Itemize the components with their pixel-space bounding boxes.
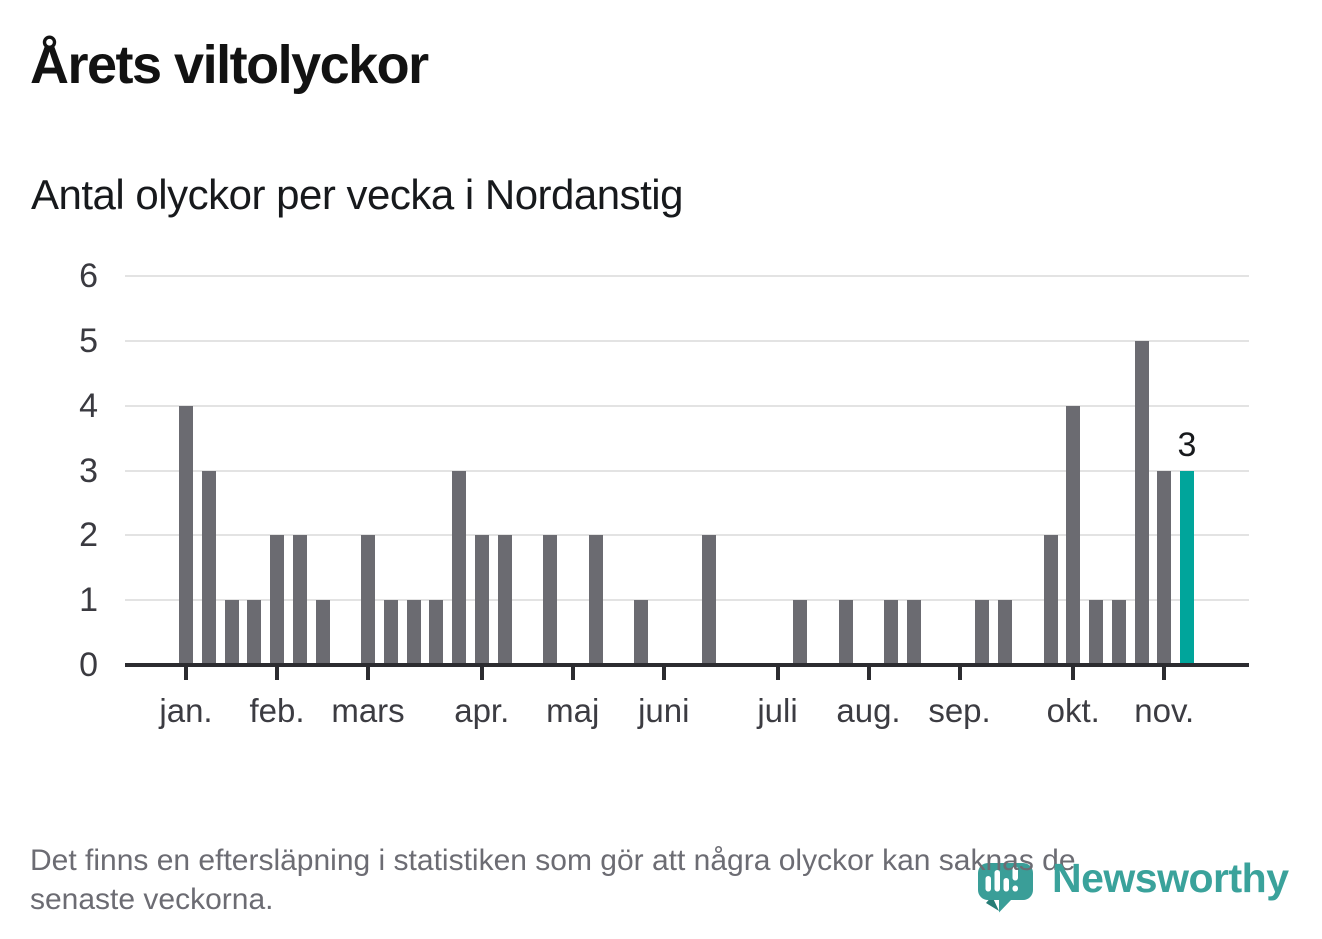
bar-week-12: [429, 600, 443, 663]
bar-week-42: [1112, 600, 1126, 663]
x-axis-tick-juni: [662, 667, 666, 680]
bar-week-39: [1044, 535, 1058, 663]
bar-week-3: [225, 600, 239, 663]
x-axis-tick-aug: [867, 667, 871, 680]
x-axis-label-month: sep.: [928, 692, 991, 729]
x-axis-label-month: juni: [638, 692, 690, 729]
bar-week-6: [293, 535, 307, 663]
gridline-y-6: [125, 275, 1249, 277]
x-axis-label-month: maj: [546, 692, 600, 729]
bar-week-1: [179, 406, 193, 663]
x-axis-tick-nov: [1162, 667, 1166, 680]
bar-week-17: [543, 535, 557, 663]
footnote-line-1: Det finns en eftersläpning i statistiken som gör att några olyckor kan saknas de: [30, 844, 1076, 877]
bar-week-33: [907, 600, 921, 663]
bar-week-13: [452, 471, 466, 663]
bar-week-37: [998, 600, 1012, 663]
bar-week-21: [634, 600, 648, 663]
x-axis-label-month: nov.: [1134, 692, 1195, 729]
bar-week-10: [384, 600, 398, 663]
x-axis-label-month: mars: [331, 692, 405, 729]
chart-subtitle: Antal olyckor per vecka i Nordanstig: [31, 171, 683, 218]
bar-week-15: [498, 535, 512, 663]
bar-week-19: [589, 535, 603, 663]
bar-week-41: [1089, 600, 1103, 663]
x-axis-tick-mars: [366, 667, 370, 680]
x-axis-tick-sep: [958, 667, 962, 680]
bar-week-32: [884, 600, 898, 663]
x-axis-label-month: feb.: [249, 692, 305, 729]
x-axis-tick-jan: [184, 667, 188, 680]
bar-week-28: [793, 600, 807, 663]
bar-week-14: [475, 535, 489, 663]
bar-week-45-highlighted: [1180, 471, 1194, 663]
x-axis-label-month: apr.: [454, 692, 510, 729]
bar-week-9: [361, 535, 375, 663]
y-axis-label: 2: [79, 516, 98, 555]
bar-value-label: 3: [1177, 425, 1197, 464]
y-axis-label: 3: [79, 451, 98, 490]
gridline-y-3: [125, 470, 1249, 472]
x-axis-tick-apr: [480, 667, 484, 680]
bar-week-11: [407, 600, 421, 663]
page-title: Årets viltolyckor: [30, 35, 428, 95]
x-axis-label-month: aug.: [836, 692, 901, 729]
y-axis-label: 4: [79, 386, 98, 425]
x-axis-tick-feb: [275, 667, 279, 680]
bar-week-4: [247, 600, 261, 663]
bar-week-2: [202, 471, 216, 663]
bar-week-43: [1135, 341, 1149, 663]
x-axis-tick-okt: [1071, 667, 1075, 680]
bar-week-7: [316, 600, 330, 663]
x-axis-tick-juli: [776, 667, 780, 680]
bar-week-5: [270, 535, 284, 663]
bar-week-36: [975, 600, 989, 663]
gridline-y-5: [125, 340, 1249, 342]
footnote: [30, 841, 1076, 919]
y-axis-label: 5: [79, 322, 98, 360]
x-axis-label-month: juli: [757, 692, 798, 729]
y-axis-label: 1: [79, 581, 98, 620]
bar-week-30: [839, 600, 853, 663]
y-axis-label: 0: [79, 646, 98, 684]
gridline-y-4: [125, 405, 1249, 407]
x-axis-line: [125, 663, 1249, 667]
footnote-line-2: senaste veckorna.: [30, 883, 274, 916]
bar-week-24: [702, 535, 716, 663]
bar-week-44: [1157, 471, 1171, 663]
x-axis-label-month: jan.: [159, 692, 213, 729]
bar-week-40: [1066, 406, 1080, 663]
x-axis-tick-maj: [571, 667, 575, 680]
newsworthy-logo-text: Newsworthy: [1052, 855, 1289, 901]
y-axis-label: 6: [79, 257, 98, 296]
x-axis-label-month: okt.: [1046, 692, 1100, 729]
